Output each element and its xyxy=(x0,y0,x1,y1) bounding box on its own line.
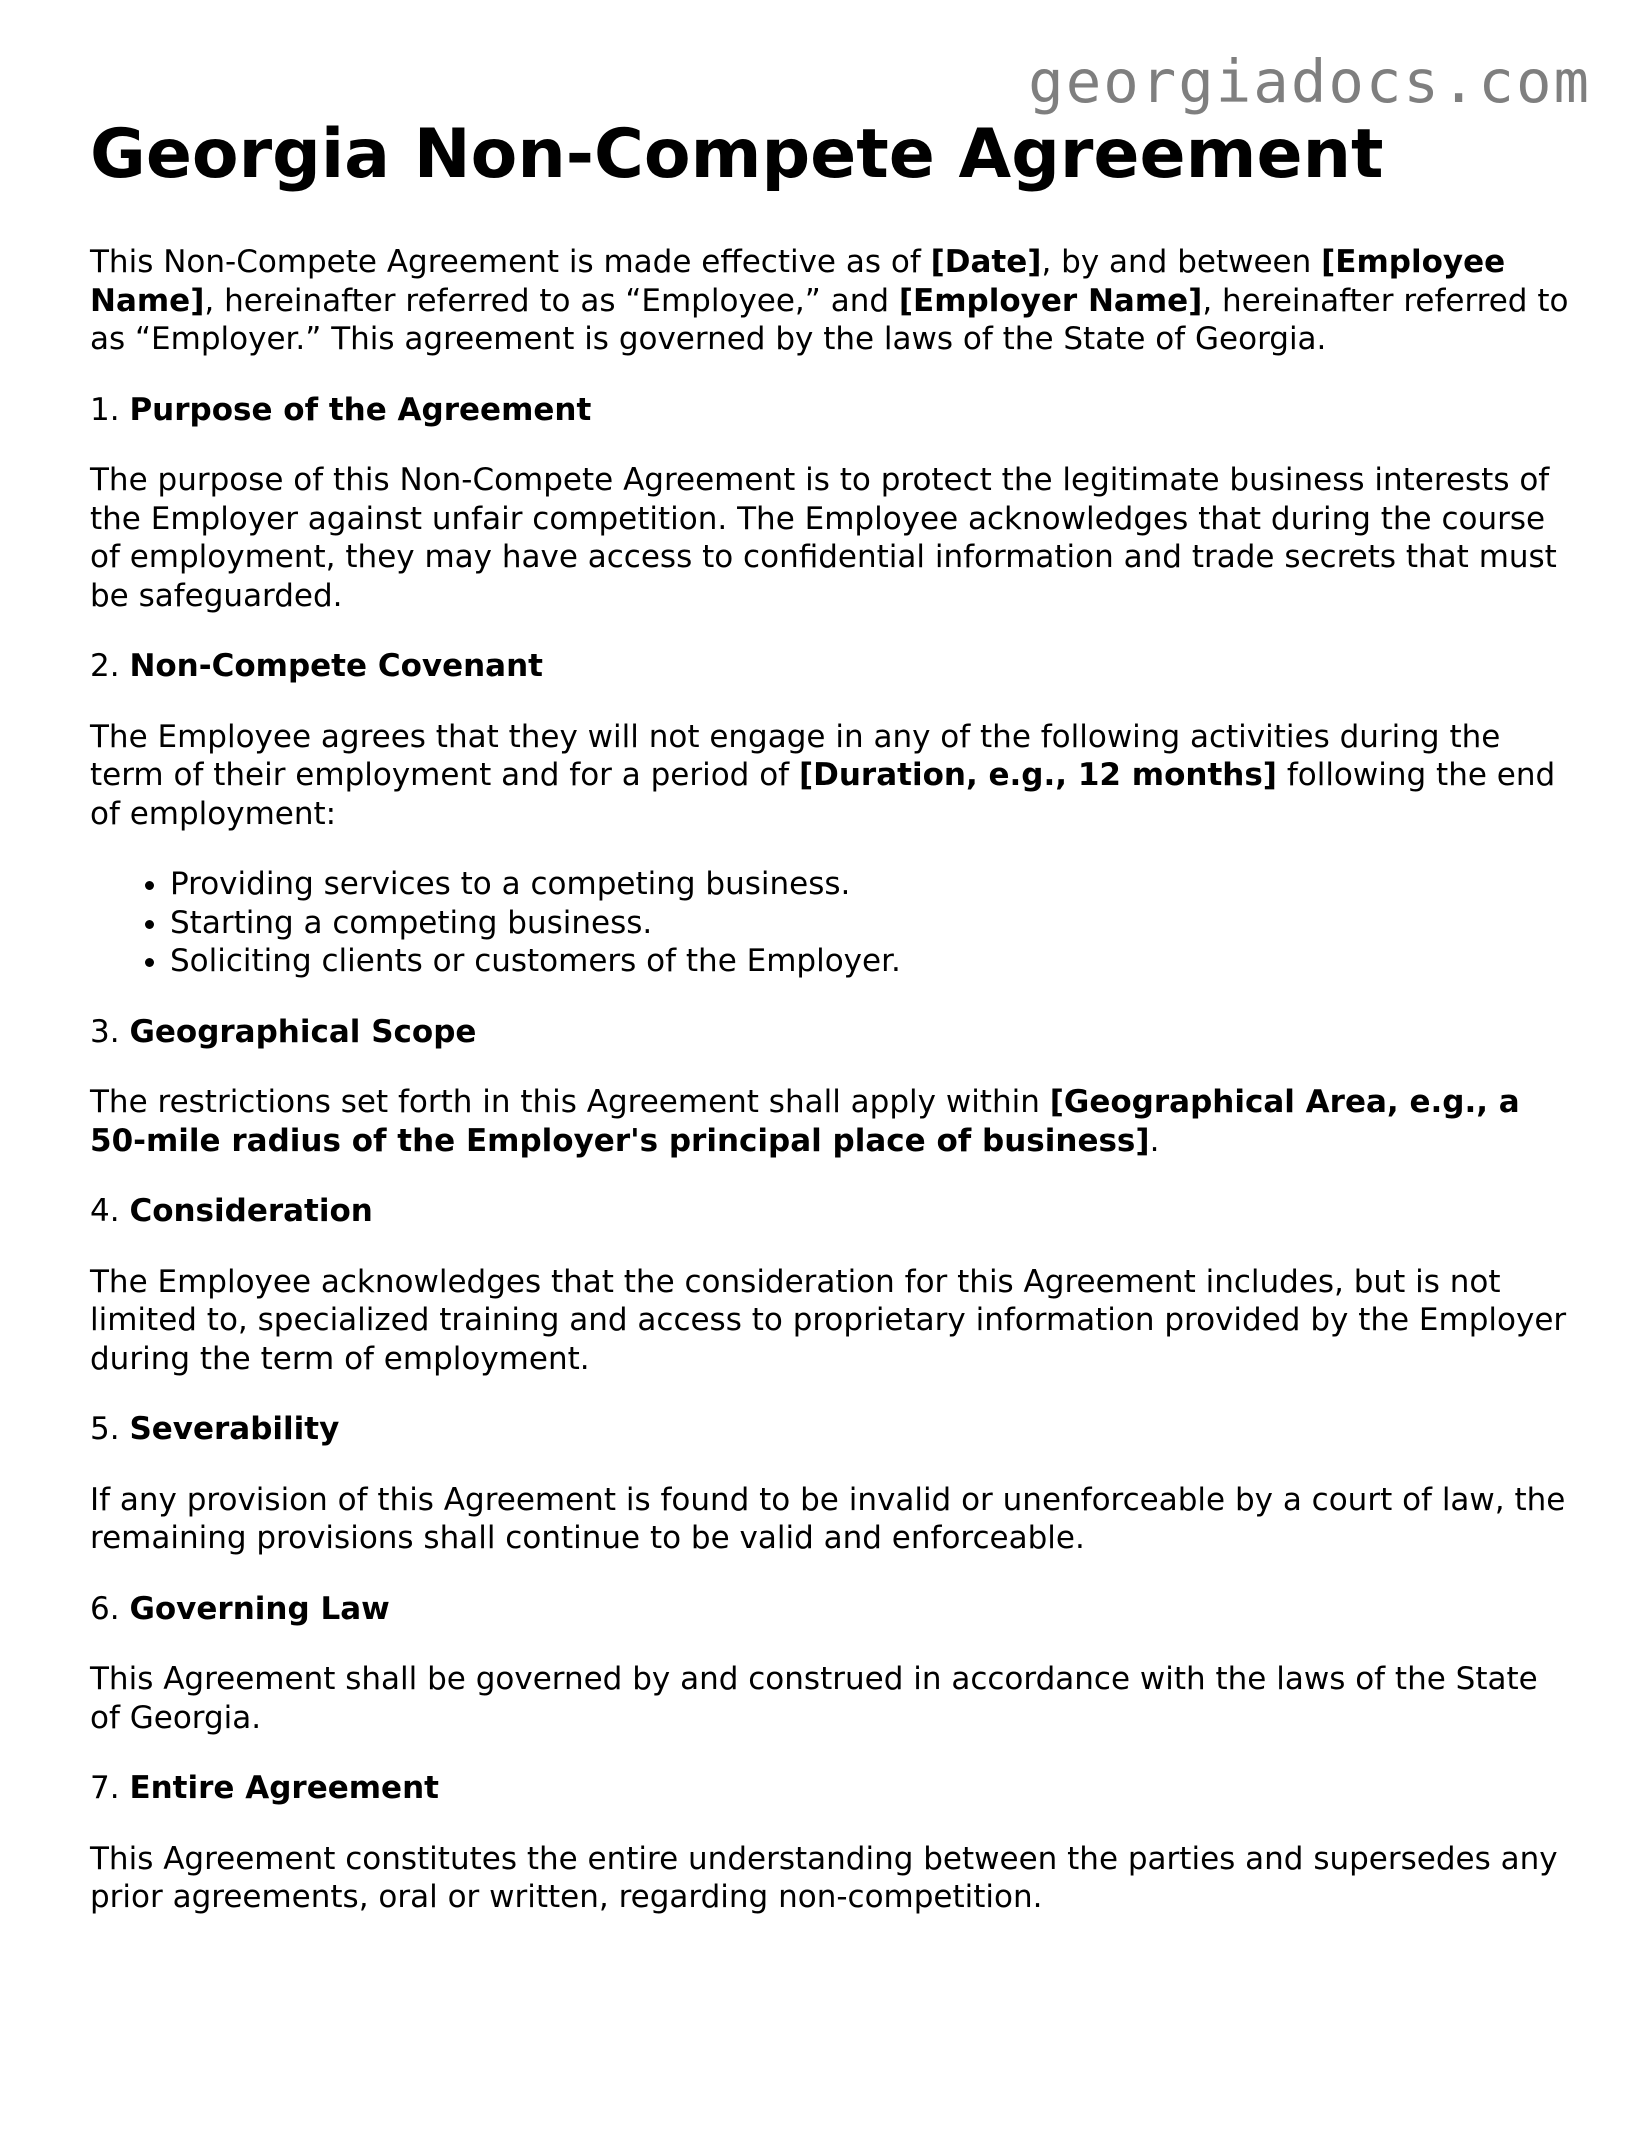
intro-text-1: This Non-Compete Agreement is made effective as of xyxy=(90,244,931,280)
intro-paragraph xyxy=(90,243,1570,359)
section-2-text-1: The Employee agrees that they will not engage in any of the following activities during the term of their employment and for a period of xyxy=(90,718,1501,793)
section-3-number: 3. xyxy=(90,1013,130,1050)
section-6-number: 6. xyxy=(90,1590,130,1627)
document-title: Georgia Non-Compete Agreement xyxy=(90,115,1384,194)
section-6-title: Governing Law xyxy=(129,1590,390,1627)
section-5-body: If any provision of this Agreement is found to be invalid or unenforceable by a court of law, the remaining provisions shall continue to be valid and enforceable. xyxy=(90,1481,1566,1556)
section-4-heading xyxy=(90,1192,1570,1231)
list-item: • Soliciting clients or customers of the Employer. xyxy=(170,942,1570,981)
section-3-text-2: . xyxy=(1149,1122,1160,1159)
section-2-number: 2. xyxy=(90,648,130,684)
employer-name-placeholder: [Employer Name] xyxy=(898,282,1203,319)
section-2-text-2: following the end of employment: xyxy=(90,757,1556,832)
section-4-number: 4. xyxy=(90,1193,130,1229)
list-item: • Starting a competing business. xyxy=(170,904,1570,943)
section-7-title: Entire Agreement xyxy=(129,1770,439,1806)
section-4-title: Consideration xyxy=(129,1193,373,1229)
section-5-number: 5. xyxy=(90,1411,130,1447)
watermark: georgiadocs.com xyxy=(1028,47,1591,116)
section-1-heading xyxy=(90,391,1570,430)
section-7-body: This Agreement constitutes the entire understanding between the parties and supersedes any prior agreements, oral or written, regarding non-competition. xyxy=(90,1840,1558,1915)
intro-text-3: , hereinafter referred to as “Employee,” and xyxy=(204,282,899,319)
section-5-heading xyxy=(90,1410,1570,1449)
intro-text-2: , by and between xyxy=(1041,244,1322,280)
section-3-body xyxy=(90,1083,1570,1160)
restricted-activities-list xyxy=(90,865,1570,981)
section-2-body xyxy=(90,718,1570,834)
section-7-number: 7. xyxy=(90,1770,130,1806)
geographical-area-placeholder: [Geographical Area, e.g., a 50-mile radius of the Employer's principal place of business] xyxy=(90,1084,1520,1159)
section-5-title: Severability xyxy=(129,1411,340,1447)
list-item: • Providing services to a competing business. xyxy=(170,865,1570,904)
section-6-heading xyxy=(90,1590,1570,1629)
section-3-heading xyxy=(90,1013,1570,1052)
section-7-heading xyxy=(90,1769,1570,1808)
section-3-title: Geographical Scope xyxy=(129,1013,477,1050)
section-6-body: This Agreement shall be governed by and construed in accordance with the laws of the State of Georgia. xyxy=(90,1661,1538,1736)
section-2-title: Non-Compete Covenant xyxy=(129,648,543,684)
section-1-title: Purpose of the Agreement xyxy=(129,391,592,428)
document-body xyxy=(90,115,1570,1949)
date-placeholder: [Date] xyxy=(930,244,1042,280)
section-2-heading xyxy=(90,647,1570,686)
employee-name-placeholder: [Employee Name] xyxy=(90,244,1506,319)
section-1-number: 1. xyxy=(90,391,130,428)
section-3-text-1: The restrictions set forth in this Agreement shall apply within xyxy=(90,1084,1050,1120)
section-4-body: The Employee acknowledges that the consideration for this Agreement includes, but is not limited to, specialized training and access to proprietary information provided by the Employer during the term of employment. xyxy=(90,1263,1567,1377)
duration-placeholder: [Duration, e.g., 12 months] xyxy=(798,757,1277,793)
section-1-body: The purpose of this Non-Compete Agreement is to protect the legitimate business interests of the Employer against unfair competition. The Employee acknowledges that during the course of employment, they may have access to confidential information and trade secrets that must be safeguarded. xyxy=(90,462,1557,614)
intro-text-4: , hereinafter referred to as “Employer.” This agreement is governed by the laws of the State of Georgia. xyxy=(90,282,1569,357)
